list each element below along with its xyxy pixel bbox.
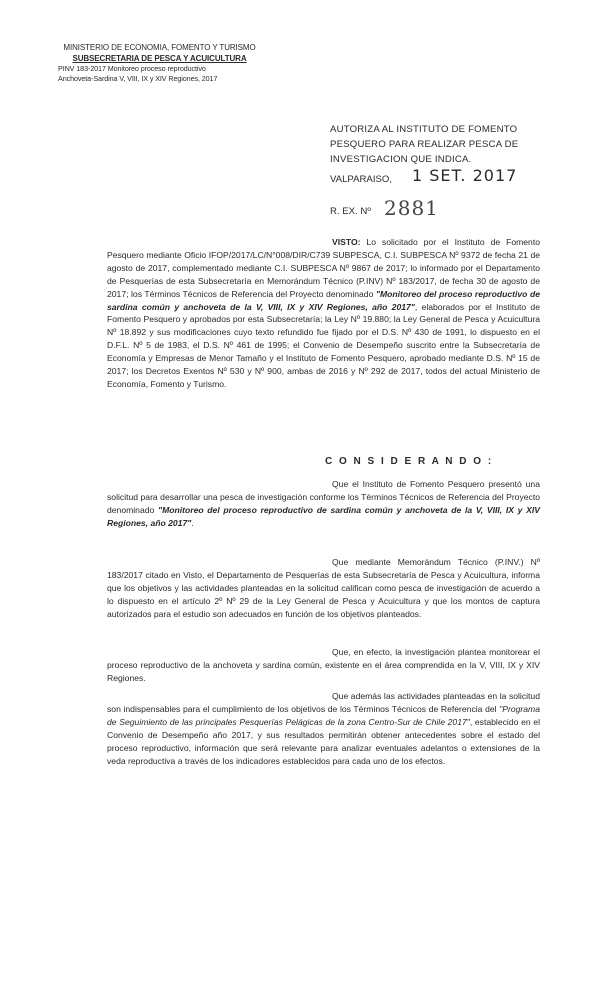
rex-number-stamp: 2881 (384, 196, 439, 220)
c1-project-name: "Monitoreo del proceso reproductivo de sardina común y anchoveta de la V, VIII, IX y XIV Regiones, año 2017" (107, 504, 540, 528)
reference-line-1: PINV 183-2017 Monitoreo proceso reproductivo (58, 64, 206, 73)
letterhead (52, 42, 267, 84)
considerando-4 (107, 690, 540, 767)
visto-text-2: , elaborados por el Instituto de Fomento Pesquero y aprobados por esta Subsecretaría; la Ley Nº 19.880; la Ley General de Pesca y Acuicultura Nº 18.892 y sus modificaciones cuyo texto refundido fue fijado por el D.S. Nº 430 de 1991, lo dispuesto en el D.F.L. Nº 5 de 1983, el D.S. Nº 461 de 1995; el Convenio de Desempeño suscrito entre la Subsecretaría de Economía y Empresas de Menor Tamaño y el Instituto de Fomento Pesquero, aprobado mediante D.S. Nº 15 de 2017; los Decretos Exentos Nº 530 y Nº 900, ambas de 2016 y Nº 292 de 2017, todos del actual Ministerio de Economía, Fomento y Turismo. (107, 301, 540, 389)
visto-section (107, 236, 540, 391)
reference-line-2: Anchoveta-Sardina V, VIII, IX y XIV Regiones, 2017 (58, 74, 218, 83)
considerando-2 (107, 556, 540, 621)
c4-program-name: "Programa de Seguimiento de las principales Pesquerías Pelágicas de la zona Centro-Sur de Chile 2017" (107, 703, 540, 727)
visto-text-1: Lo solicitado por el Instituto de Fomento Pesquero mediante Oficio IFOP/2017/LC/N°008/DIR/C739 SUBPESCA, C.I. SUBPESCA Nº 9372 de fecha 21 de agosto de 2017, complementado mediante C.I. SUBPESCA Nº 9867 de 2017; lo informado por el Departamento de Pesquerías de esta Subsecretaría en Memorándum Técnico (P.INV) Nº 183/2017, de fecha 30 de agosto de 2017; los Términos Técnicos de Referencia del Proyecto denominado (107, 237, 540, 299)
c3-text: Que, en efecto, la investigación plantea monitorear el proceso reproductivo de la anchoveta y sardina común, existente en el área comprendida en la V, VIII, IX y XIV Regiones. (107, 647, 540, 683)
considerando-heading: C O N S I D E R A N D O : (325, 456, 494, 467)
visto-project-name: "Monitoreo del proceso reproductivo de sardina común y anchoveta de la V, VIII, IX y XIV Regiones, año 2017" (107, 288, 540, 312)
considerando-3 (107, 646, 540, 685)
resolution-title: AUTORIZA AL INSTITUTO DE FOMENTO PESQUERO PARA REALIZAR PESCA DE INVESTIGACION QUE INDICA. (330, 124, 519, 165)
c2-text: Que mediante Memorándum Técnico (P.INV.) Nº 183/2017 citado en Visto, el Departamento de Pesquerías de esta Subsecretaría de Pesca y Acuicultura, informa que los objetivos y las actividades planteadas en la solicitud califican como pesca de investigación de acuerdo a lo dispuesto en el artículo 2º Nº 29 de la Ley General de Pesca y Acuicultura y que los montos de captura autorizados para el estudio son adecuados en función de los objetivos planteados. (107, 557, 540, 619)
c1-text-2: . (191, 517, 194, 528)
c4-text-2: , establecido en el Convenio de Desempeño año 2017, y sus resultados permitirán obtener antecedentes sobre el estado del proceso reproductivo, información que será relevante para analizar eventuales adelantos o extensiones de la veda reproductiva a través de los indicadores establecidos para cada uno de los efectos. (107, 716, 540, 766)
c4-text-1: Que además las actividades planteadas en la solicitud son indispensables para el cumplimiento de los objetivos de los Términos Técnicos de Referencia del (107, 691, 540, 714)
visto-paragraph (107, 236, 540, 391)
c1-text-1: Que el Instituto de Fomento Pesquero presentó una solicitud para desarrollar una pesca de investigación conforme los Términos Técnicos de Referencia del Proyecto denominado (107, 479, 540, 515)
date-stamp: 1 SET. 2017 (412, 166, 518, 185)
considerando-1 (107, 478, 540, 530)
ministry-name: MINISTERIO DE ECONOMIA, FOMENTO Y TURISMO (63, 43, 256, 52)
rex-label: R. EX. Nº (330, 206, 371, 217)
place-label: VALPARAISO, (330, 174, 393, 185)
visto-label: VISTO: (332, 237, 361, 247)
subsecretaria-name: SUBSECRETARIA DE PESCA Y ACUICULTURA (72, 54, 247, 63)
